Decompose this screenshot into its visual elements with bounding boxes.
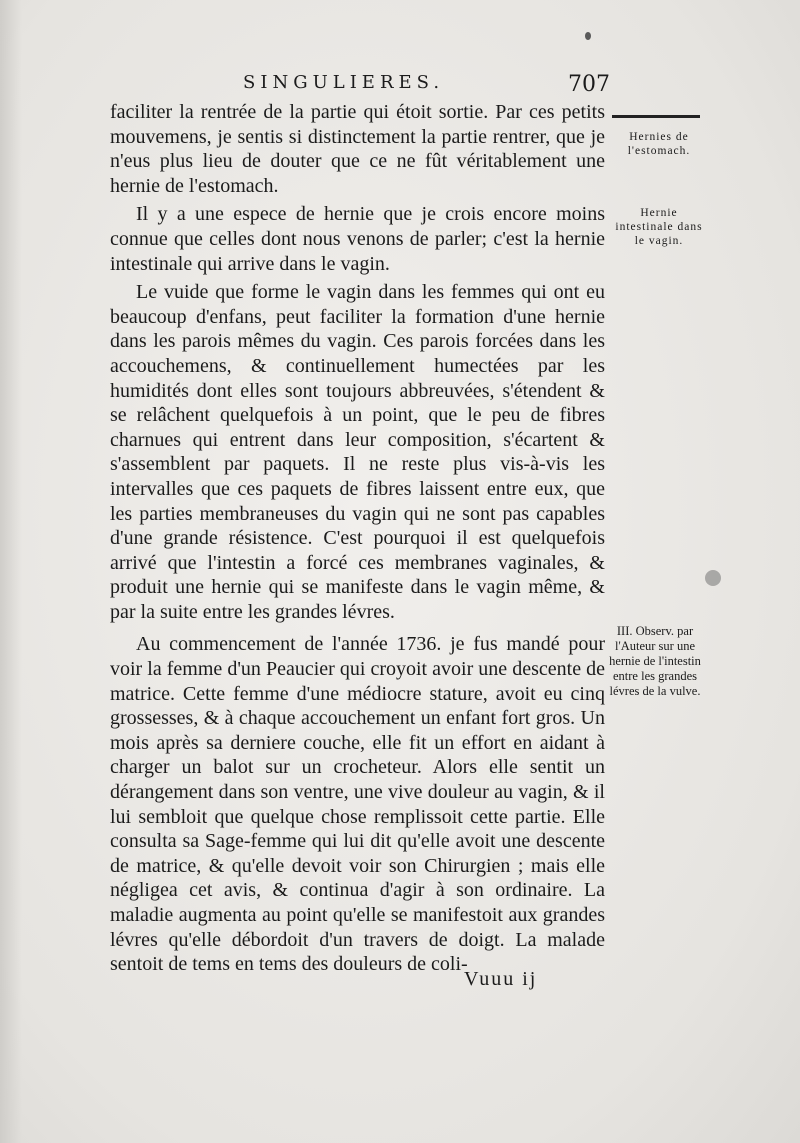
- main-text-block: [110, 100, 605, 977]
- ink-speck: [585, 32, 591, 40]
- running-head: SINGULIERES.: [243, 72, 445, 93]
- binding-shadow: [0, 0, 22, 1143]
- paragraph-4: Au commencement de l'année 1736. je fus mandé pour voir la femme d'un Peaucier qui croyoit avoir une descente de matrice. Cette femme d'une médiocre stature, avoit eu cinq grossesses, & à chaque accouchement un enfant fort gros. Un mois après sa derniere couche, elle fit un effort en aidant à charger un balot sur un crocheteur. Alors elle sentit un dérangement dans son ventre, une vive douleur au vagin, & il lui sembloit que quelque chose remplissoit cette partie. Elle consulta sa Sage-femme qui lui dit qu'elle avoit une descente de matrice, & qu'elle devoit voir son Chirurgien ; mais elle négligea cet avis, & continua d'agir à son ordinaire. La maladie augmenta au point qu'elle se manifestoit aux grandes lévres qu'elle débordoit d'un travers de doigt. La malade sentoit de tems en tems des douleurs de coli-: [110, 633, 605, 976]
- page-number: 707: [568, 72, 610, 97]
- paragraph-2: Il y a une espece de hernie que je crois encore moins connue que celles dont nous venons de parler; c'est la hernie intestinale qui arrive dans le vagin.: [110, 203, 605, 275]
- margin-note-hernies-estomach: Hernies de l'estomach.: [627, 131, 691, 157]
- ink-smudge: [705, 570, 721, 586]
- paragraph-3: Le vuide que forme le vagin dans les femmes qui ont eu beaucoup d'enfans, peut faciliter la formation d'une hernie dans les parois mêmes du vagin. Ces parois forcées dans les accouchemens, & continuellement humectées par les humidités dont elles sont toujours abbreuvées, s'étendent & se relâchent quelquefois à un point, que le peu de fibres charnues qui entrent dans leur composition, s'écartent & s'assemblent par paquets. Il ne reste plus vis-à-vis les intervalles que ces paquets de fibres laissent entre eux, que les parties membraneuses du vagin qui ne sont pas capables d'une grande résistence. C'est pourquoi il est quelquefois arrivé que l'intestin a forcé ces membranes vaginales, & produit une hernie qui se manifeste dans le vagin même, & par la suite entre les grandes lévres.: [110, 281, 605, 623]
- catchword: Vuuu ij: [464, 968, 538, 990]
- margin-note-hernie-vagin: Hernie intestinale dans le vagin.: [615, 207, 703, 247]
- margin-note-observation: III. Observ. par l'Auteur sur une hernie de l'intestin entre les grandes lévres de la vulve.: [609, 624, 701, 698]
- margin-rule: [612, 115, 700, 118]
- page-header: [0, 66, 800, 100]
- paragraph-1: faciliter la rentrée de la partie qui étoit sortie. Par ces petits mouvemens, je sentis si distinctement la partie rentrer, que je n'eus plus lieu de douter que ce ne fût véritablement une hernie de l'estomach.: [110, 101, 605, 197]
